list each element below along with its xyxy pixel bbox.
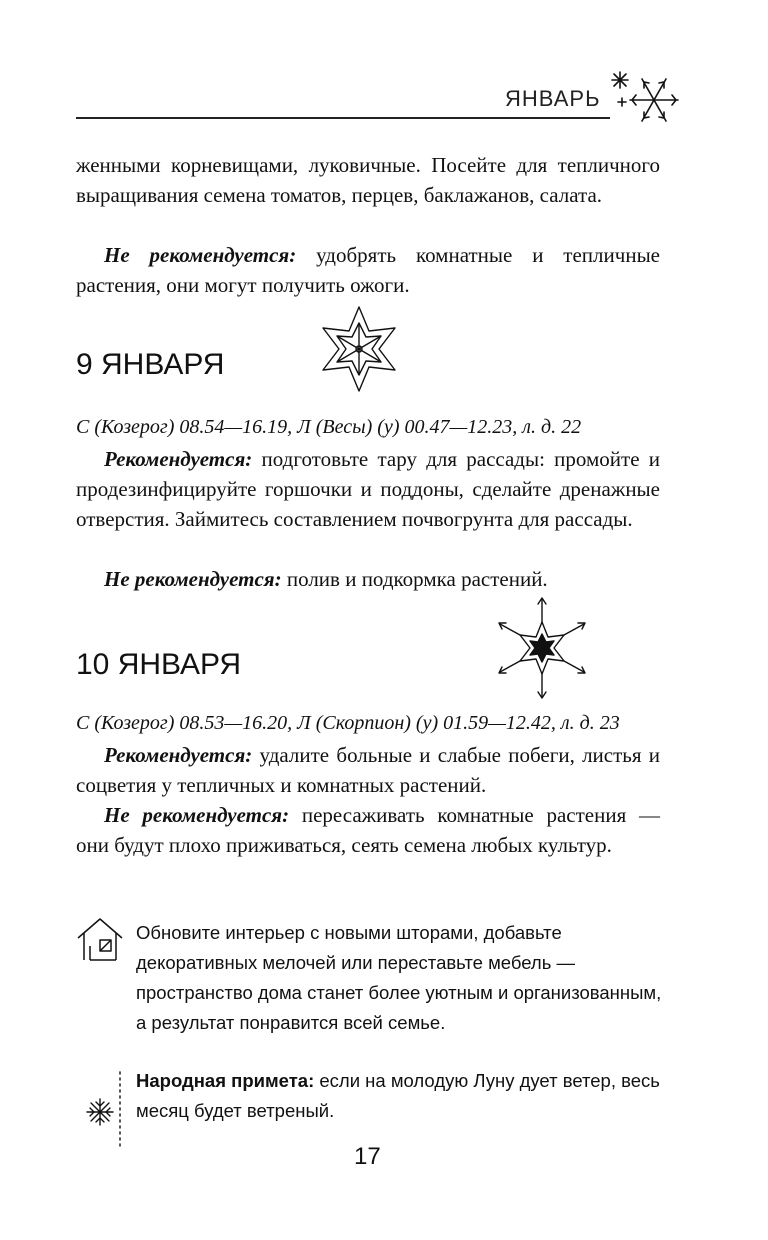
folk-sign (136, 1066, 666, 1126)
snowflake-icon (84, 1070, 124, 1150)
astro-line: С (Козерог) 08.54—16.19, Л (Весы) (у) 00.47—12.23, л. д. 22 (76, 416, 582, 438)
home-tip: Обновите интерьер с новыми шторами, добавьте декоративных мелочей или переставьте мебель — пространство дома станет более уютным и организованным, а результат понравится всей семье. (136, 922, 662, 1033)
folk-text: если на молодую Луну дует ветер, весь месяц будет ветреный. (136, 1070, 660, 1121)
not-recommended-text: полив и подкормка растений. (286, 567, 548, 591)
page-number: 17 (354, 1143, 381, 1170)
not-recommended-label: Не рекомендуется: (104, 243, 297, 267)
snowflakes-icon (606, 66, 680, 132)
running-head: ЯНВАРЬ (505, 86, 601, 111)
day-title: 10 ЯНВАРЯ (76, 648, 242, 681)
recommended-text: подготовьте тару для рассады: промойте и продезинфицируйте горшочки и поддоны, сделайте дренажные отверстия. Займитесь составлением почвогрунта для рассады. (76, 447, 661, 531)
recommended-label: Рекомендуется: (104, 743, 253, 767)
house-icon (76, 916, 124, 962)
intro-not-recommended (76, 240, 660, 300)
recommended-paragraph (76, 444, 660, 534)
header-rule (76, 117, 610, 119)
day-title: 9 ЯНВАРЯ (76, 348, 225, 381)
intro-paragraph (76, 150, 660, 210)
astro-line: С (Козерог) 08.53—16.20, Л (Скорпион) (у) 01.59—12.42, л. д. 23 (76, 712, 620, 734)
folk-label: Народная примета: (136, 1070, 315, 1091)
recommended-label: Рекомендуется: (104, 447, 253, 471)
not-recommended-text: пересаживать комнатные растения — они будут плохо приживаться, сеять семена любых культур. (76, 803, 660, 857)
not-recommended-text: удобрять комнатные и тепличные растения, они могут получить ожоги. (76, 243, 660, 297)
snowflake-arrows-icon (494, 596, 590, 700)
not-recommended-label: Не рекомендуется: (104, 567, 282, 591)
snowflake-star-icon (314, 304, 404, 394)
recommended-paragraph (76, 740, 660, 800)
intro-text: женными корневищами, луковичные. Посейте для тепличного выращивания семена томатов, перцев, баклажанов, салата. (76, 153, 660, 207)
not-recommended-paragraph (76, 800, 660, 860)
not-recommended-paragraph (76, 564, 660, 594)
not-recommended-label: Не рекомендуется: (104, 803, 290, 827)
recommended-text: удалите больные и слабые побеги, листья и соцветия у тепличных и комнатных растений. (76, 743, 661, 797)
